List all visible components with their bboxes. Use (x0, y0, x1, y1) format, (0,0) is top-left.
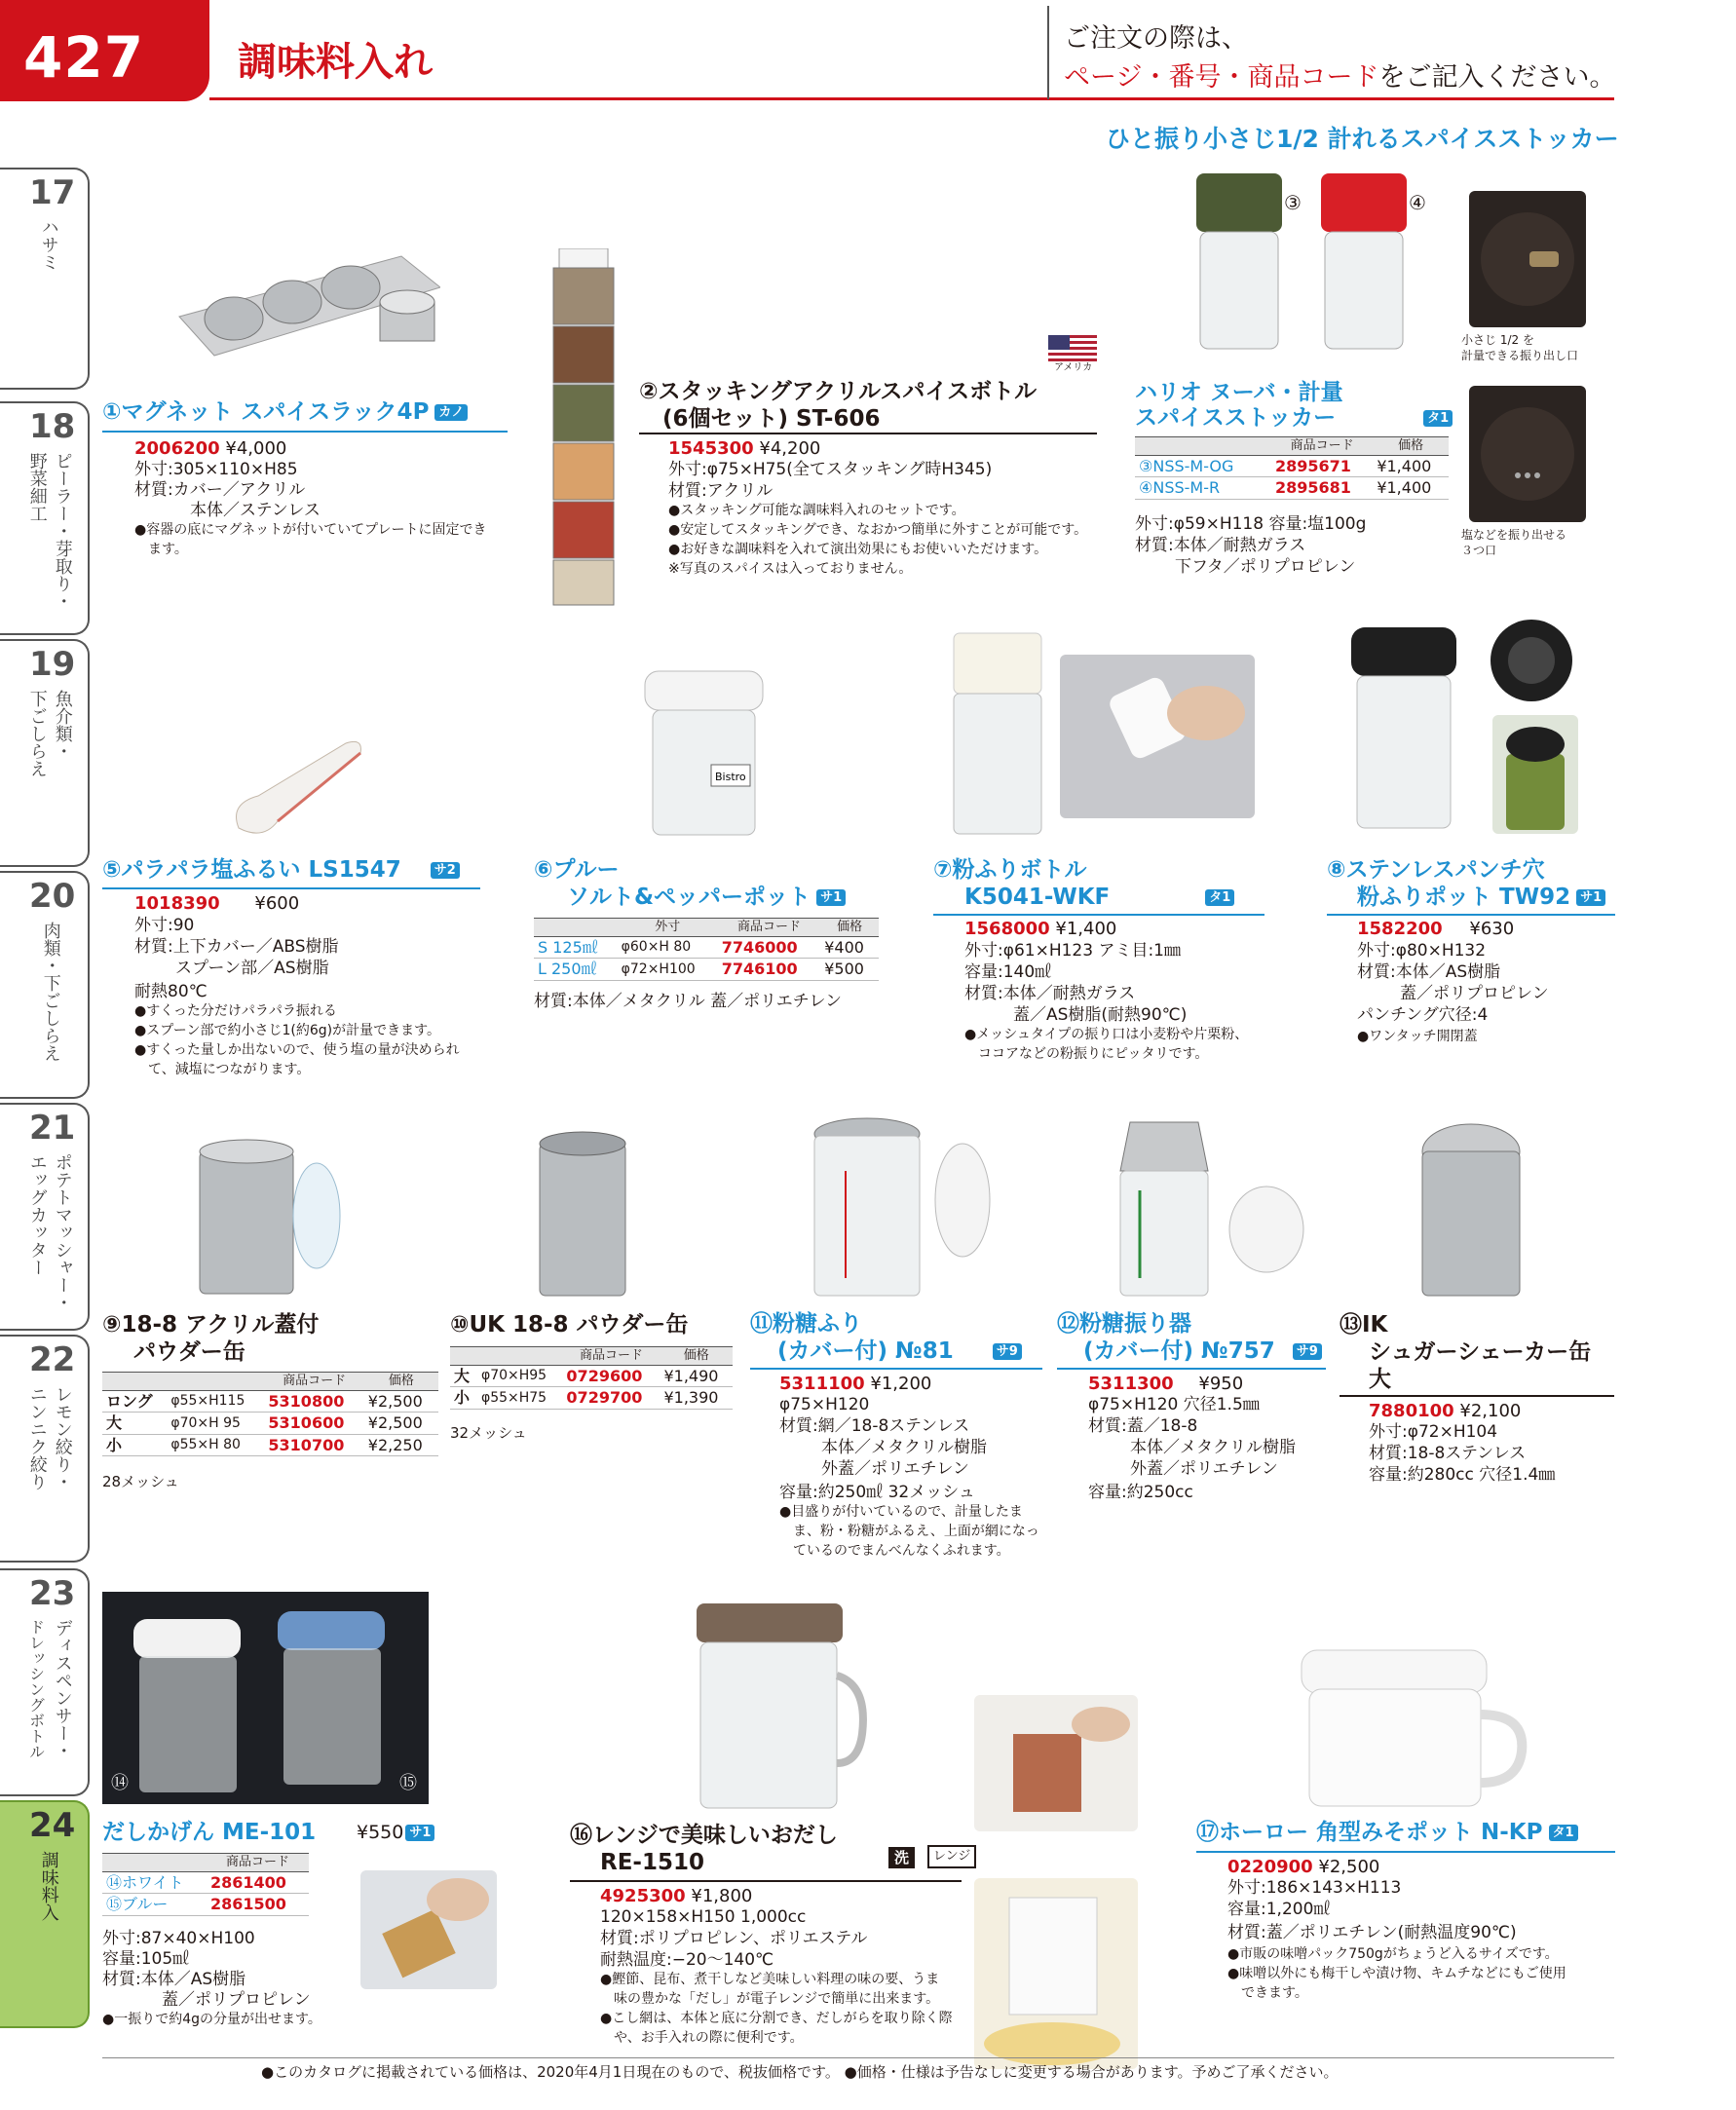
product-12-capacity: 容量:約250cc (1088, 1483, 1193, 1502)
salt-pepper-pot-photo (643, 667, 765, 838)
product-12-material: 材質:蓋／18-8 (1088, 1416, 1198, 1436)
product-17-code-price (1227, 1857, 1379, 1878)
product-8-title-2: 粉ふりポット TW92 サ1 (1357, 885, 1605, 912)
product-8-punch: パンチング穴径:4 (1357, 1005, 1489, 1025)
badge-icon: タ1 (1423, 410, 1453, 428)
powder-shaking-photo (1060, 655, 1255, 818)
product-7-rule (933, 914, 1264, 916)
footer-note: ●このカタログに掲載されている価格は、2020年4月1日現在のもので、税抜価格です。 ●価格・仕様は予告なしに変更する場合があります。予めご了承ください。 (261, 2063, 1339, 2081)
product-8-material: 材質:本体／AS樹脂 (1357, 962, 1501, 982)
table-row: 小 φ55×H 80 5310700 ¥2,250 (102, 1434, 438, 1456)
product-14-price: ¥550 サ1 (357, 1822, 434, 1844)
product-7-title-2: K5041-WKF タ1 (964, 885, 1234, 912)
product-code: 5311300 (1088, 1374, 1174, 1394)
product-9-title: ⑨18-8 アクリル蓋付 (102, 1312, 320, 1338)
spice-rack-photo (175, 248, 440, 365)
table-row: L 250㎖ φ72×H100 7746100 ¥500 (534, 959, 879, 981)
table-row: ④NSS-M-R 2895681 ¥1,400 (1135, 477, 1449, 500)
product-code: 1545300 (668, 438, 754, 459)
product-16-note-4: や、お手入れの際に便利です。 (614, 2030, 804, 2046)
sugar-shaker-757-photo (1111, 1112, 1305, 1298)
enamel-miso-pot-photo (1296, 1646, 1529, 1810)
badge-icon: サ1 (816, 889, 846, 907)
product-12-title: ⑫粉糖振り器 (1057, 1311, 1191, 1337)
product-17-note-3: できます。 (1241, 1985, 1308, 2001)
dashi-table: 商品コード ⑭ホワイト 2861400 ⑮ブルー 2861500 (102, 1853, 309, 1916)
product-13-material: 材質:18-8ステンレス (1369, 1444, 1527, 1463)
marker-15: ⑮ (399, 1773, 417, 1793)
order-note-1: ご注文の際は、 (1064, 23, 1248, 54)
dishwasher-icon: 洗 (888, 1847, 915, 1868)
product-17-rule (1196, 1851, 1615, 1853)
punch-pot-photo (1349, 625, 1458, 830)
product-5-heat: 耐熱80℃ (134, 982, 208, 1001)
hario-lid-detail-photo-2 (1469, 386, 1586, 522)
product-5-material-2: スプーン部／AS樹脂 (175, 959, 329, 978)
product-2-note-3: ●お好きな調味料を入れて演出効果にもお使いいただけます。 (668, 542, 1048, 557)
badge-icon: サ2 (431, 862, 460, 880)
table-row: ⑮ブルー 2861500 (102, 1894, 309, 1916)
product-13-title: ⑬IK (1340, 1312, 1388, 1338)
product-2-rule (639, 433, 1097, 434)
uk-can-table: 商品コード 価格 大 φ70×H95 0729600 ¥1,490 小 φ55×H75 0729700 ¥1,390 (450, 1346, 733, 1410)
product-12-material-2: 本体／メタクリル樹脂 (1130, 1438, 1296, 1457)
tab-18[interactable]: 18 ピーラー・芽取り・ 野菜細工 (0, 401, 90, 635)
table-row: ③NSS-M-OG 2895671 ¥1,400 (1135, 455, 1449, 477)
product-price: ¥950 (1198, 1374, 1244, 1394)
product-price: ¥2,500 (1318, 1857, 1380, 1877)
badge-icon: サ9 (993, 1343, 1022, 1361)
product-16-note-2: 味の豊かな「だし」が電子レンジで簡単に出来ます。 (614, 1991, 940, 2007)
product-price: ¥4,200 (759, 438, 821, 459)
product-16-rule (570, 1880, 962, 1882)
product-1-title: ①マグネット スパイスラック4P カノ (102, 399, 468, 427)
product-2-title: ②スタッキングアクリルスパイスボトル (639, 379, 1038, 404)
product-2-note-4: ※写真のスパイスは入っておりません。 (668, 561, 913, 577)
product-8-rule (1327, 914, 1615, 916)
table-row: S 125㎖ φ60×H 80 7746000 ¥400 (534, 936, 879, 959)
table-row: ⑭ホワイト 2861400 (102, 1871, 309, 1894)
tab-24-active[interactable]: 24 調味料入 (0, 1800, 90, 2028)
punch-pot-lid-photo (1487, 612, 1576, 709)
hario-green-photo (1194, 173, 1284, 351)
tab-21[interactable]: 21 ポテトマッシャー・ エッグカッター (0, 1103, 90, 1331)
product-price: ¥1,200 (870, 1374, 932, 1394)
tab-22[interactable]: 22 レモン絞り・ ニンニク絞り (0, 1335, 90, 1563)
product-17-note-2: ●味噌以外にも梅干しや漬け物、キムチなどにもご使用 (1227, 1966, 1566, 1981)
product-2-material: 材質:アクリル (668, 481, 774, 501)
table-row: 大 φ70×H95 0729600 ¥1,490 (450, 1365, 733, 1387)
product-12-code-price (1088, 1374, 1243, 1395)
product-10-title: ⑩UK 18-8 パウダー缶 (450, 1312, 689, 1338)
product-5-rule (102, 887, 480, 889)
salt-sieve-photo (219, 735, 365, 843)
product-8-title: ⑧ステンレスパンチ穴 (1327, 857, 1545, 883)
product-11-title: ⑪粉糖ふり (750, 1311, 862, 1337)
product-2-note-2: ●安定してスタッキングでき、なおかつ簡単に外すことが可能です。 (668, 522, 1088, 538)
product-12-title-2: (カバー付) №757 サ9 (1083, 1338, 1322, 1366)
powder-can-table: 商品コード 価格 ロング φ55×H115 5310800 ¥2,500 大 φ70×H 95 5310600 ¥2,500 小 φ55×H 80 5310700 ¥2,250 (102, 1372, 438, 1456)
product-6-title: ⑥プルー (534, 857, 620, 883)
product-3-title: ハリオ ヌーバ・計量 (1135, 380, 1343, 405)
tab-17[interactable]: 17 ハサミ (0, 168, 90, 390)
product-11-code-price (779, 1374, 931, 1395)
product-code: 1018390 (134, 893, 220, 914)
hario-caption-2b: ３つ口 (1461, 544, 1497, 557)
product-7-title: ⑦粉ふりボトル (933, 857, 1087, 883)
product-13-capacity: 容量:約280cc 穴径1.4㎜ (1369, 1465, 1556, 1485)
product-14-dim: 外寸:87×40×H100 (102, 1929, 255, 1948)
product-1-note: ●容器の底にマグネットが付いていてプレートに固定でき (134, 522, 487, 538)
badge-icon: サ1 (1576, 889, 1605, 907)
product-8-code-price (1357, 919, 1514, 940)
tab-23[interactable]: 23 ディスペンサー・ ドレッシングボトル (0, 1568, 90, 1796)
punch-pot-open-photo (1492, 715, 1578, 834)
badge-icon: サ1 (405, 1825, 434, 1842)
product-5-note-1: ●すくった分だけパラパラ振れる (134, 1003, 337, 1019)
bistro-table: 外寸 商品コード 価格 S 125㎖ φ60×H 80 7746000 ¥400 L 250㎖ φ72×H100 7746100 ¥500 (534, 918, 879, 981)
product-1-note-2: ます。 (148, 542, 188, 557)
dashi-microwave-pot-photo (677, 1598, 872, 1812)
section-subtitle: ひと振り小さじ1/2 計れるスパイスストッカー (1106, 125, 1619, 153)
product-1-material: 材質:カバー／アクリル (134, 480, 306, 500)
hario-caption-1b: 計量できる振り出し口 (1461, 349, 1579, 362)
product-9-title-2: パウダー缶 (133, 1339, 245, 1365)
product-price: ¥600 (254, 893, 300, 914)
product-11-material-2: 本体／メタクリル樹脂 (821, 1438, 987, 1457)
table-row: ロング φ55×H115 5310800 ¥2,500 (102, 1390, 438, 1413)
product-price: ¥630 (1469, 919, 1515, 939)
product-7-note-1: ●メッシュタイプの振り口は小麦粉や片栗粉、 (964, 1027, 1249, 1042)
hario-caption-1: 小さじ 1/2 を (1461, 333, 1534, 347)
product-3-material: 材質:本体／耐熱ガラス (1135, 536, 1306, 555)
product-price: ¥2,100 (1459, 1401, 1522, 1421)
dashi-pour-photo (360, 1870, 497, 1989)
product-17-title: ⑰ホーロー 角型みそポット N-KP タ1 (1196, 1820, 1578, 1847)
product-5-note-3: ●すくった量しか出ないので、使う塩の量が決められ (134, 1042, 460, 1058)
tab-20[interactable]: 20 肉類・下ごしらえ (0, 871, 90, 1099)
dashi-strainer-photo-1 (974, 1695, 1138, 1831)
product-7-code-price (964, 919, 1116, 940)
product-6-material: 材質:本体／メタクリル 蓋／ポリエチレン (534, 992, 843, 1011)
usa-flag-icon (1048, 335, 1097, 362)
page-number: 427 (23, 24, 145, 91)
product-17-capacity: 容量:1,200㎖ (1227, 1900, 1331, 1919)
acrylic-lid-can-photo (190, 1138, 346, 1296)
product-5-material: 材質:上下カバー／ABS樹脂 (134, 937, 339, 957)
marker-3: ③ (1284, 191, 1302, 214)
product-code: 7880100 (1369, 1401, 1454, 1421)
product-price: ¥4,000 (225, 438, 287, 459)
uk-powder-can-photo (534, 1130, 631, 1298)
product-14-capacity: 容量:105㎖ (102, 1949, 190, 1969)
product-11-material: 材質:網／18-8ステンレス (779, 1416, 970, 1436)
product-8-note: ●ワンタッチ開閉蓋 (1357, 1029, 1478, 1044)
product-8-material-2: 蓋／ポリプロピレン (1400, 984, 1549, 1003)
product-7-material-2: 蓋／AS樹脂(耐熱90℃) (1013, 1005, 1188, 1025)
product-2-dim: 外寸:φ75×H75(全てスタッキング時H345) (668, 460, 993, 479)
marker-14: ⑭ (111, 1773, 129, 1793)
product-7-dim: 外寸:φ61×H123 アミ目:1㎜ (964, 941, 1181, 961)
badge-icon: タ1 (1549, 1825, 1578, 1842)
product-2-note-1: ●スタッキング可能な調味料入れのセットです。 (668, 503, 965, 518)
page-title: 調味料入れ (238, 40, 433, 85)
product-5-note-2: ●スプーン部で約小さじ1(約6g)が計量できます。 (134, 1023, 441, 1038)
product-8-dim: 外寸:φ80×H132 (1357, 941, 1487, 961)
product-16-code-price (600, 1886, 752, 1907)
product-11-material-3: 外蓋／ポリエチレン (821, 1459, 969, 1479)
product-13-dim: 外寸:φ72×H104 (1369, 1422, 1498, 1442)
product-12-dim: φ75×H120 穴径1.5㎜ (1088, 1395, 1260, 1414)
product-11-note-3: ているのでまんべんなくふれます。 (793, 1543, 1010, 1559)
badge-icon: タ1 (1205, 889, 1234, 907)
product-5-dim: 外寸:90 (134, 916, 195, 935)
product-code: 1582200 (1357, 919, 1443, 939)
product-12-material-3: 外蓋／ポリエチレン (1130, 1459, 1278, 1479)
product-1-code-price (134, 438, 286, 460)
flag-label: アメリカ (1054, 362, 1093, 373)
product-5-title: ⑤パラパラ塩ふるい LS1547 サ2 (102, 857, 460, 885)
sugar-shaker-81-photo (807, 1112, 992, 1300)
jar-label: Bistro (715, 771, 746, 783)
product-11-rule (750, 1368, 1042, 1370)
product-13-title-3: 大 (1369, 1367, 1391, 1392)
hario-lid-detail-photo-1 (1469, 191, 1586, 327)
product-7-capacity: 容量:140㎖ (964, 962, 1052, 982)
product-16-title-2: RE-1510 (600, 1850, 704, 1875)
product-7-note-2: ココアなどの粉振りにピッタリです。 (978, 1046, 1209, 1062)
tab-19[interactable]: 19 魚介類・ 下ごしらえ (0, 639, 90, 867)
product-1-dim: 外寸:305×110×H85 (134, 460, 298, 479)
product-16-material: 材質:ポリプロピレン、ポリエステル (600, 1929, 868, 1948)
product-price: ¥1,400 (1055, 919, 1117, 939)
product-2-title-2: (6個セット) ST-606 (662, 406, 881, 432)
order-note-tail: をご記入ください。 (1378, 62, 1616, 93)
stacking-bottles-photo (546, 248, 622, 607)
footer-rule (102, 2057, 1614, 2058)
order-note-2 (1064, 62, 1615, 94)
powder-bottle-photo (950, 631, 1045, 836)
product-11-note-1: ●目盛りが付いているので、計量したま (779, 1504, 1023, 1520)
product-11-capacity: 容量:約250㎖ 32メッシュ (779, 1483, 975, 1502)
product-14-title: だしかげん ME-101 (102, 1820, 317, 1845)
table-row: 大 φ70×H 95 5310600 ¥2,500 (102, 1413, 438, 1435)
product-3-material-2: 下フタ／ポリプロピレン (1175, 557, 1356, 577)
table-row: 小 φ55×H75 0729700 ¥1,390 (450, 1387, 733, 1410)
badge-icon: カノ (434, 404, 468, 422)
microwave-icon: レンジ (927, 1845, 976, 1868)
product-14-note: ●一振りで約4gの分量が出せます。 (102, 2012, 321, 2027)
product-5-code-price (134, 893, 299, 915)
product-code: 1568000 (964, 919, 1050, 939)
product-17-material: 材質:蓋／ポリエチレン(耐熱温度90℃) (1227, 1923, 1517, 1942)
product-7-material: 材質:本体／耐熱ガラス (964, 984, 1136, 1003)
product-1-rule (102, 431, 508, 433)
marker-4: ④ (1409, 191, 1426, 214)
hario-caption-2: 塩などを振り出せる (1461, 528, 1567, 542)
product-17-dim: 外寸:186×143×H113 (1227, 1878, 1402, 1898)
product-11-dim: φ75×H120 (779, 1395, 870, 1414)
product-code: 0220900 (1227, 1857, 1313, 1877)
product-14-material: 材質:本体／AS樹脂 (102, 1970, 246, 1989)
product-16-note-1: ●鰹節、昆布、煮干しなど美味しい料理の味の要、うま (600, 1972, 940, 1987)
product-16-dim: 120×158×H150 1,000cc (600, 1907, 807, 1927)
product-1-material-2: 本体／ステンレス (190, 501, 321, 520)
order-note-red: ページ・番号・商品コード (1064, 62, 1379, 93)
dashi-strainer-photo-2 (974, 1878, 1138, 2069)
product-13-title-2: シュガーシェーカー缶 (1369, 1339, 1592, 1365)
product-12-rule (1057, 1368, 1326, 1370)
product-17-note-1: ●市販の味噌パック750gがちょうど入るサイズです。 (1227, 1946, 1559, 1962)
product-6-title-2: ソルト&ペッパーポット サ1 (567, 885, 846, 912)
hario-table: 商品コード 価格 ③NSS-M-OG 2895671 ¥1,400 ④NSS-M-R 2895681 ¥1,400 (1135, 436, 1449, 500)
product-3-title-2: スパイスストッカー タ1 (1135, 405, 1453, 433)
product-16-note-3: ●こし網は、本体と底に分割でき、だしがらを取り除く際 (600, 2011, 953, 2026)
ik-shaker-photo (1417, 1122, 1525, 1298)
product-9-mesh: 28メッシュ (102, 1473, 179, 1490)
product-13-rule (1340, 1395, 1614, 1397)
product-3-dim: 外寸:φ59×H118 容量:塩100g (1135, 514, 1367, 534)
product-13-code-price (1369, 1401, 1521, 1422)
dashi-dispenser-photo (102, 1592, 429, 1804)
product-16-title: ⑯レンジで美味しいおだし (570, 1823, 838, 1848)
product-price: ¥1,800 (691, 1886, 753, 1906)
product-code: 5311100 (779, 1374, 865, 1394)
badge-icon: サ9 (1293, 1343, 1322, 1361)
product-16-heat: 耐熱温度:−20〜140℃ (600, 1950, 774, 1970)
product-14-material-2: 蓋／ポリプロピレン (162, 1990, 311, 2010)
product-11-title-2: (カバー付) №81 サ9 (777, 1338, 1022, 1366)
product-code: 4925300 (600, 1886, 686, 1906)
product-2-code-price (668, 438, 820, 460)
product-code: 2006200 (134, 438, 220, 459)
hario-red-photo (1319, 173, 1409, 351)
product-11-note-2: ま、粉・粉糖がふるえ、上面が網になっ (793, 1524, 1039, 1539)
product-5-note-4: て、減塩につながります。 (148, 1062, 311, 1077)
product-10-mesh: 32メッシュ (450, 1424, 527, 1442)
